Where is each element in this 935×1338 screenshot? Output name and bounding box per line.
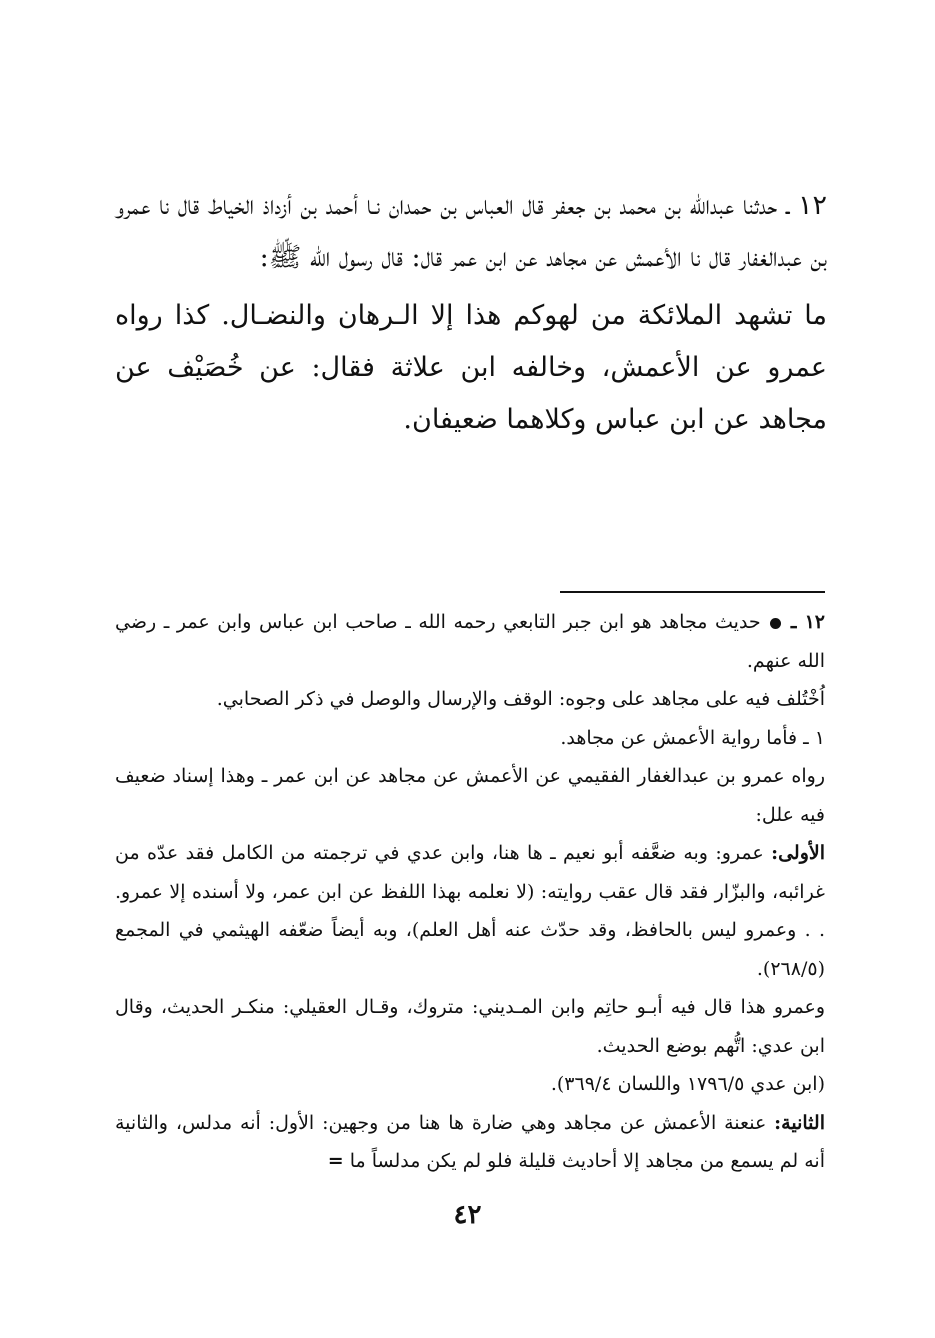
hadith-matn: ما تشهد الملائكة من لهوكم هذا إلا الـرهان والنضـال. كذا رواه عمرو عن الأعمش، وخالفه ابن علاثة فقال: عن خُصَيْف عن مجاهد عن ابن عباس وكلاهما ضعيفان. (115, 300, 827, 435)
footnotes-block (115, 603, 825, 1181)
bullet-dot-icon (770, 618, 781, 629)
footnote-riwaya: رواه عمرو بن عبدالغفار الفقيمي عن الأعمش عن مجاهد عن ابن عمر ـ وهذا إسناد ضعيف فيه علل: (115, 765, 825, 826)
footnote-section-1: ١ ـ فأما رواية الأعمش عن مجاهد. (560, 726, 825, 749)
footnote-separator (560, 591, 825, 593)
footnote-amr: وعمرو هذا قال فيه أبـو حاتِم وابن المـديني: متروك، وقـال العقيلي: منكـر الحديث، وقال ابن عدي: اتُّهم بوضع الحديث. (115, 996, 825, 1057)
hadith-isnad: ١٢ ـ حدثنا عبدالله بن محمد بن جعفر قال العباس بن حمدان نـا أحمد بن أزداذ الخياط قال نا عمرو بن عبدالغفار قال نا الأعمش عن مجاهد عن ابن عمر قال: قال رسول الله ﷺ: (115, 190, 827, 273)
footnote-intro-text: حديث مجاهد هو ابن جبر التابعي رحمه الله ـ صاحب ابن عباس وابن عمر ـ رضي الله عنهم. (115, 611, 825, 672)
footnote-thaniya-text: عنعنة الأعمش عن مجاهد وهي ضارة ها هنا من وجهين: الأول: أنه مدلس، والثانية أنه لم يسمع من مجاهد إلا أحاديث قليلة فلو لم يكن مدلساً ما (115, 1111, 825, 1172)
main-text-block (115, 180, 827, 446)
footnote-ula-text: عمرو: وبه ضعَّفه أبو نعيم ـ ها هنا، وابن عدي في ترجمته من الكامل فقد عدّه من غرائبه، والبزّار فقد قال عقب روايته: (لا نعلمه بهذا اللفظ عن ابن عمر، ولا أسنده إلا عمرو. . . وعمرو ليس بالحافظ، وقد حدّث عنه أهل العلم)، وبه أيضاً ضعّفه الهيثمي في المجمع (٢٦٨/٥). (115, 842, 825, 980)
footnote-thaniya (115, 1104, 825, 1181)
footnote-ikhtilaf: اُخْتُلف فيه على مجاهد على وجوه: الوقف والإرسال والوصل في ذكر الصحابي. (216, 688, 825, 710)
footnote-ula (115, 834, 825, 988)
continuation-mark: = (327, 1150, 344, 1172)
footnote-number: ١٢ ـ (790, 611, 826, 633)
footnote-ula-label: الأولى: (771, 842, 825, 864)
footnote-thaniya-label: الثانية: (774, 1111, 825, 1134)
page-number: ٤٢ (453, 1200, 482, 1230)
footnote-refs: (ابن عدي ١٧٩٦/٥ واللسان ٣٦٩/٤). (550, 1073, 825, 1095)
footnote-intro-line (115, 603, 825, 680)
